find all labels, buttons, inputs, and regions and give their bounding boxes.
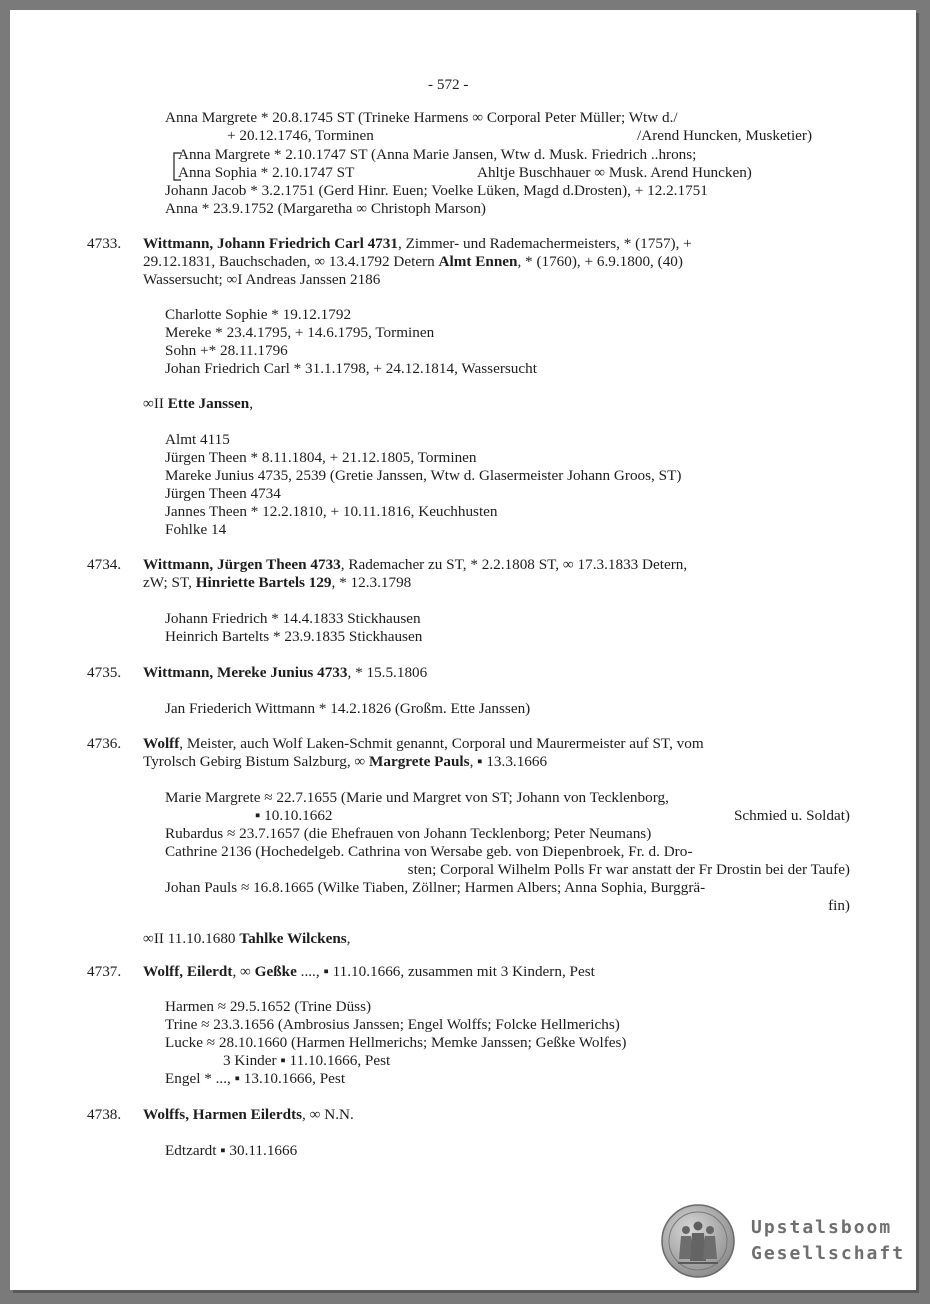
person-name: Hinriette Bartels 129 xyxy=(195,574,332,591)
child-line: fin) xyxy=(828,897,850,914)
person-name: Ette Janssen xyxy=(167,395,250,412)
entry-heading xyxy=(143,664,427,681)
child-line: Schmied u. Soldat) xyxy=(733,807,850,824)
entry-text: , xyxy=(249,395,253,412)
entry-line: Anna Margrete * 2.10.1747 ST (Anna Marie Jansen, Wtw d. Musk. Friedrich ..hrons; xyxy=(178,146,697,163)
person-name: Wolffs, Harmen Eilerdts xyxy=(143,1106,303,1123)
entry-text: , Meister, auch Wolf Laken-Schmit genannt, Corporal und Maurermeister auf ST, vom xyxy=(179,735,704,752)
entry-text: , Rademacher zu ST, * 2.2.1808 ST, ∞ 17.3.1833 Detern, xyxy=(340,556,688,573)
entry-text: , xyxy=(346,930,351,947)
child-line: Johann Friedrich * 14.4.1833 Stickhausen xyxy=(165,610,421,627)
entry-line: Anna Sophia * 2.10.1747 ST xyxy=(178,164,355,181)
child-line: Trine ≈ 23.3.1656 (Ambrosius Janssen; Engel Wolffs; Folcke Hellmerichs) xyxy=(165,1016,620,1033)
entry-number: 4736. xyxy=(87,735,122,752)
entry-line xyxy=(143,753,547,770)
entry-heading xyxy=(143,735,704,752)
child-line: Jürgen Theen 4734 xyxy=(165,485,281,502)
marriage-line xyxy=(143,930,350,947)
child-line: Rubardus ≈ 23.7.1657 (die Ehefrauen von Johann Tecklenborg; Peter Neumans) xyxy=(165,825,652,842)
entry-text: , ∞ N.N. xyxy=(302,1106,354,1123)
entry-line: Ahltje Buschhauer ∞ Musk. Arend Huncken) xyxy=(477,164,752,181)
marriage-line xyxy=(143,395,253,412)
entry-line: Anna * 23.9.1752 (Margaretha ∞ Christoph Marson) xyxy=(165,200,486,217)
child-line: Jannes Theen * 12.2.1810, + 10.11.1816, Keuchhusten xyxy=(165,503,498,520)
child-line: ▪ 10.10.1662 xyxy=(255,807,333,824)
entry-text: ∞II 11.10.1680 xyxy=(143,930,240,947)
child-line: Edtzardt ▪ 30.11.1666 xyxy=(165,1142,298,1159)
child-line: 3 Kinder ▪ 11.10.1666, Pest xyxy=(223,1052,391,1069)
page-number: - 572 - xyxy=(428,76,469,93)
child-line: Fohlke 14 xyxy=(165,521,227,538)
entry-text: , * (1760), + 6.9.1800, (40) xyxy=(517,253,683,270)
entry-heading xyxy=(143,1106,354,1123)
child-line: Johan Pauls ≈ 16.8.1665 (Wilke Tiaben, Zöllner; Harmen Albers; Anna Sophia, Burggrä- xyxy=(165,879,706,896)
entry-text: Tyrolsch Gebirg Bistum Salzburg, ∞ xyxy=(143,753,370,770)
child-line: Mareke Junius 4735, 2539 (Gretie Janssen, Wtw d. Glasermeister Johann Groos, ST) xyxy=(165,467,682,484)
child-line: Harmen ≈ 29.5.1652 (Trine Düss) xyxy=(165,998,372,1015)
entry-line: Wassersucht; ∞I Andreas Janssen 2186 xyxy=(143,271,381,288)
entry-text: zW; ST, xyxy=(143,574,196,591)
entry-number: 4735. xyxy=(87,664,122,681)
child-line: Heinrich Bartelts * 23.9.1835 Stickhausen xyxy=(165,628,423,645)
person-name: Margrete Pauls xyxy=(369,753,470,770)
child-line: Johan Friedrich Carl * 31.1.1798, + 24.12.1814, Wassersucht xyxy=(165,360,537,377)
child-line: Charlotte Sophie * 19.12.1792 xyxy=(165,306,352,323)
child-line: Marie Margrete ≈ 22.7.1655 (Marie und Margret von ST; Johann von Tecklenborg, xyxy=(165,789,669,806)
child-line: Jan Friederich Wittmann * 14.2.1826 (Großm. Ette Janssen) xyxy=(165,700,531,717)
person-name: Wolff xyxy=(143,735,180,752)
entry-line xyxy=(143,574,411,591)
entry-line xyxy=(143,253,683,270)
entry-line: /Arend Huncken, Musketier) xyxy=(637,127,813,144)
entry-number: 4734. xyxy=(87,556,122,573)
person-name: Wittmann, Johann Friedrich Carl 4731 xyxy=(143,235,398,252)
child-line: Cathrine 2136 (Hochedelgeb. Cathrina von Wersabe geb. von Diepenbroek, Fr. d. Dro- xyxy=(165,843,693,860)
child-line: Mereke * 23.4.1795, + 14.6.1795, Torminen xyxy=(165,324,435,341)
brand-name-line-1: Upstalsboom xyxy=(751,1217,893,1238)
society-seal-icon xyxy=(660,1203,736,1279)
entry-heading xyxy=(143,963,595,980)
person-name: Wittmann, Jürgen Theen 4733 xyxy=(143,556,341,573)
child-line: Lucke ≈ 28.10.1660 (Harmen Hellmerichs; Memke Janssen; Geßke Wolfes) xyxy=(165,1034,627,1051)
entry-heading xyxy=(143,235,692,252)
entry-heading xyxy=(143,556,687,573)
entry-text: , * 12.3.1798 xyxy=(331,574,412,591)
entry-text: , ∞ xyxy=(232,963,255,980)
entry-line: + 20.12.1746, Torminen xyxy=(227,127,374,144)
entry-line: Anna Margrete * 20.8.1745 ST (Trineke Harmens ∞ Corporal Peter Müller; Wtw d./ xyxy=(165,109,678,126)
entry-number: 4737. xyxy=(87,963,122,980)
person-name: Almt Ennen xyxy=(438,253,518,270)
person-name: Wittmann, Mereke Junius 4733 xyxy=(143,664,348,681)
entry-text: , Zimmer- und Rademachermeisters, * (1757), + xyxy=(397,235,692,252)
entry-text: , ▪ 13.3.1666 xyxy=(469,753,548,770)
person-name: Tahlke Wilckens xyxy=(239,930,347,947)
entry-text: , * 15.5.1806 xyxy=(347,664,428,681)
child-line: Jürgen Theen * 8.11.1804, + 21.12.1805, Torminen xyxy=(165,449,477,466)
child-line: Sohn +* 28.11.1796 xyxy=(165,342,288,359)
person-name: Wolff, Eilerdt xyxy=(143,963,233,980)
person-name: Geßke xyxy=(254,963,297,980)
document-page xyxy=(10,10,916,1290)
child-line: Almt 4115 xyxy=(165,431,230,448)
entry-text: ...., ▪ 11.10.1666, zusammen mit 3 Kindern, Pest xyxy=(296,963,595,980)
brand-name-line-2: Gesellschaft xyxy=(751,1243,906,1264)
child-line: Engel * ..., ▪ 13.10.1666, Pest xyxy=(165,1070,346,1087)
child-line: sten; Corporal Wilhelm Polls Fr war anstatt der Fr Drostin bei der Taufe) xyxy=(407,861,850,878)
entry-text: ∞II xyxy=(143,395,168,412)
entry-number: 4738. xyxy=(87,1106,122,1123)
entry-number: 4733. xyxy=(87,235,122,252)
entry-line: Johann Jacob * 3.2.1751 (Gerd Hinr. Euen; Voelke Lüken, Magd d.Drosten), + 12.2.1751 xyxy=(165,182,708,199)
entry-text: 29.12.1831, Bauchschaden, ∞ 13.4.1792 Detern xyxy=(143,253,439,270)
